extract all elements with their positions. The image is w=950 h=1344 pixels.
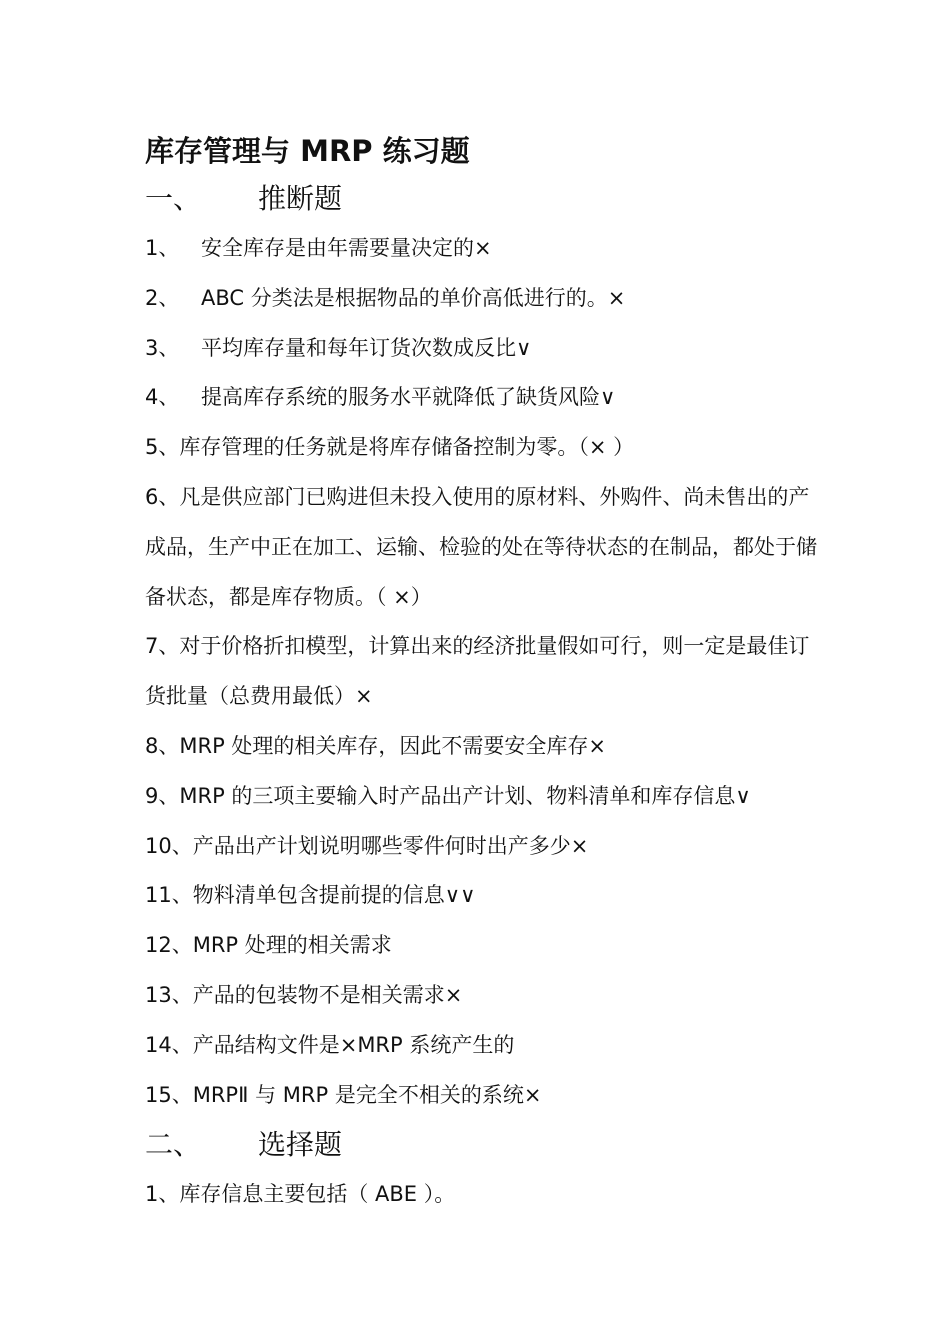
item-text: 平均库存量和每年订货次数成反比∨ (201, 335, 532, 360)
judgement-item: 5、库存管理的任务就是将库存储备控制为零。（× ） (145, 435, 635, 460)
item-number: 1、 (145, 236, 180, 260)
section-title: 选择题 (258, 1128, 343, 1162)
item-text: 提高库存系统的服务水平就降低了缺货风险∨ (201, 385, 616, 410)
judgement-item: 12、MRP 处理的相关需求 (145, 933, 392, 958)
item-number: 3、 (145, 335, 180, 360)
judgement-item: 9、MRP 的三项主要输入时产品出产计划、物料清单和库存信息∨ (145, 783, 751, 808)
item-text: 安全库存是由年需要量决定的× (201, 236, 492, 260)
judgement-item: 14、产品结构文件是×MRP 系统产生的 (145, 1032, 515, 1057)
judgement-item: 11、物料清单包含提前提的信息∨∨ (145, 883, 476, 908)
section-number: 二、 (145, 1128, 202, 1162)
section-heading-judgement (145, 174, 825, 224)
item-text: ABC 分类法是根据物品的单价高低进行的。× (201, 285, 626, 310)
item-number: 2、 (145, 285, 180, 310)
judgement-item (145, 274, 825, 324)
document-title: 库存管理与 MRP 练习题 (145, 134, 470, 168)
judgement-item: 15、MRPⅡ 与 MRP 是完全不相关的系统× (145, 1082, 542, 1107)
section-title: 推断题 (258, 182, 343, 215)
document-content (145, 128, 825, 1220)
judgement-item: 6、凡是供应部门已购进但未投入使用的原材料、外购件、尚未售出的产成品，生产中正在加工、运输、检验的处在等待状态的在制品，都处于储备状态，都是库存物质。（ ×） (145, 484, 817, 609)
judgement-item: 13、产品的包装物不是相关需求× (145, 982, 463, 1007)
section-heading-choice (145, 1120, 825, 1170)
item-number: 4、 (145, 385, 180, 410)
judgement-item (145, 324, 825, 374)
judgement-item: 7、对于价格折扣模型，计算出来的经济批量假如可行，则一定是最佳订货批量（总费用最低）× (145, 634, 810, 709)
choice-item: 1、库存信息主要包括（ ABE ）。 (145, 1182, 456, 1207)
judgement-item: 8、MRP 处理的相关库存，因此不需要安全库存× (145, 733, 607, 758)
judgement-item (145, 373, 825, 423)
judgement-item: 10、产品出产计划说明哪些零件何时出产多少× (145, 833, 589, 858)
section-number: 一、 (145, 182, 202, 215)
judgement-item (145, 224, 825, 274)
